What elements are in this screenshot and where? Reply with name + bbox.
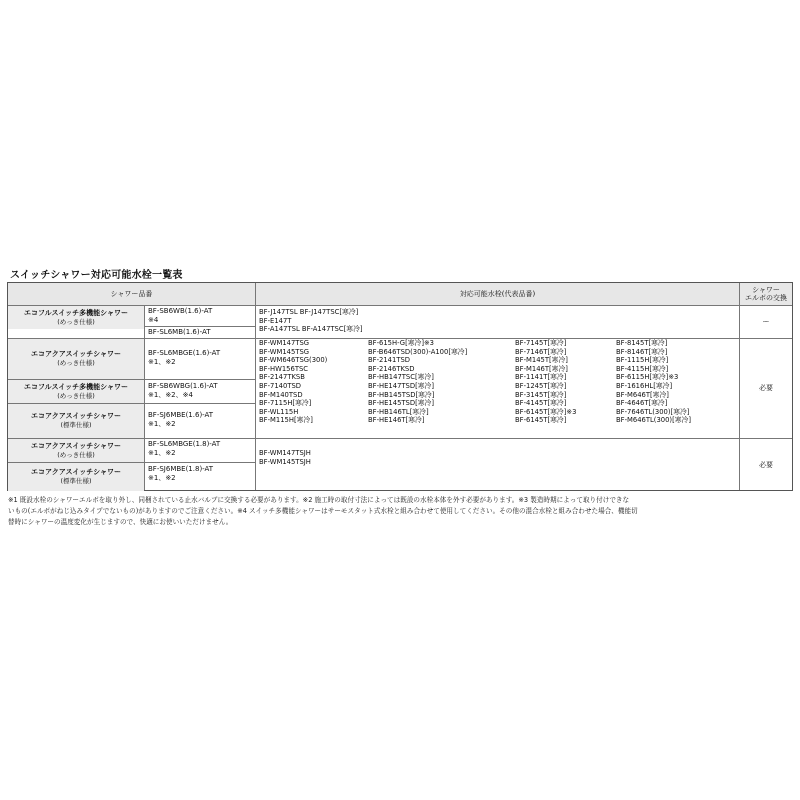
grid-line bbox=[739, 283, 740, 490]
elbow-cell-mid bbox=[740, 339, 792, 437]
product-note: ※4 bbox=[148, 316, 159, 324]
faucet-item: BF-HW156TSC bbox=[259, 364, 309, 373]
product-code: BF-SB6WBG(1.6)-AT bbox=[148, 382, 218, 390]
faucet-list-col2 bbox=[368, 339, 467, 425]
product-code: BF-SB6WB(1.6)-AT bbox=[148, 307, 213, 315]
elbow-value: ー bbox=[762, 318, 770, 326]
faucet-item: BF-M646TL(300)[寒冷] bbox=[616, 416, 691, 425]
group-sub: (めっき仕様) bbox=[57, 317, 95, 326]
faucet-item: BF-8146T[寒冷] bbox=[616, 347, 668, 356]
elbow-value: 必要 bbox=[759, 461, 773, 469]
faucet-item: BF-615H-G[寒冷]※3 bbox=[368, 339, 434, 347]
faucet-item: BF-M646T[寒冷] bbox=[616, 390, 669, 399]
faucet-item: BF-4115H[寒冷] bbox=[616, 364, 669, 373]
group-cell bbox=[8, 439, 144, 462]
faucet-item: BF-7140TSD bbox=[259, 381, 302, 390]
faucet-item: BF-2141TSD bbox=[368, 356, 411, 365]
product-cell bbox=[145, 382, 255, 400]
faucet-list-col3 bbox=[515, 339, 576, 425]
elbow-value: 必要 bbox=[759, 384, 773, 392]
faucet-item: BF-7646TL(300)[寒冷] bbox=[616, 407, 690, 416]
product-code: BF-SL6MBGE(1.6)-AT bbox=[148, 349, 221, 357]
group-cell bbox=[8, 463, 144, 491]
faucet-item: BF-M145T[寒冷] bbox=[515, 356, 568, 365]
faucet-item: BF-M146T[寒冷] bbox=[515, 364, 568, 373]
header-shower bbox=[8, 283, 255, 305]
faucet-item: BF-6145T[寒冷] bbox=[515, 416, 567, 425]
product-cell bbox=[145, 349, 255, 367]
faucet-item: BF-1616HL[寒冷] bbox=[616, 381, 673, 390]
faucet-item: BF-WM145TSG bbox=[259, 347, 310, 356]
faucet-item: BF-6115H[寒冷]※3 bbox=[616, 373, 679, 382]
faucet-item: BF-6145T[寒冷]※3 bbox=[515, 407, 577, 416]
product-code: BF-SJ6MBE(1.8)-AT bbox=[148, 465, 214, 473]
footnote-line: いもの(エルボがねじ込みタイプでないもの)がありますのでご注意ください。※4 スイッチ多機能シャワーはサーモスタット式水栓と組み合わせて使用してください。その他の混合水栓と組み合わせた場合、機能切 bbox=[8, 507, 638, 515]
faucet-item: BF-E147T bbox=[259, 316, 292, 325]
faucet-item: BF-WM147TSG bbox=[259, 339, 310, 347]
product-cell bbox=[145, 465, 255, 483]
footnote-line: 替時にシャワーの温度変化が生じますので、快適にお使いいただけません。 bbox=[8, 518, 233, 526]
faucet-item: BF-WL115H bbox=[259, 407, 299, 416]
faucet-item: BF-7145T[寒冷] bbox=[515, 339, 567, 347]
faucet-item: BF-HB147TSC[寒冷] bbox=[368, 373, 434, 382]
elbow-cell-top bbox=[740, 306, 792, 338]
grid-line bbox=[8, 379, 256, 380]
faucet-item: BF-2146TKSD bbox=[368, 364, 415, 373]
faucet-item: BF-WM646TSG(300) bbox=[259, 356, 328, 365]
header-shower-label: シャワー品番 bbox=[110, 290, 153, 298]
product-note: ※1、※2 bbox=[148, 420, 176, 428]
page-title: スイッチシャワー対応可能水栓一覧表 bbox=[10, 270, 183, 281]
grid-line bbox=[8, 462, 256, 463]
product-cell bbox=[145, 307, 255, 325]
faucet-item: BF-7146T[寒冷] bbox=[515, 347, 567, 356]
product-code: BF-SL6MBGE(1.8)-AT bbox=[148, 440, 221, 448]
product-note: ※1、※2 bbox=[148, 449, 176, 457]
header-elbow-label-2: エルボの交換 bbox=[745, 294, 787, 302]
faucet-list-bottom bbox=[259, 449, 311, 466]
group-cell bbox=[8, 404, 144, 438]
grid-line bbox=[8, 403, 256, 404]
group-cell bbox=[8, 380, 144, 403]
faucet-item: BF-WM145TSJH bbox=[259, 457, 311, 466]
product-code: BF-SL6MB(1.6)-AT bbox=[148, 328, 211, 336]
header-faucet bbox=[256, 283, 739, 305]
group-cell bbox=[8, 306, 144, 329]
faucet-item: BF-J147TSL BF-J147TSC[寒冷] bbox=[259, 308, 359, 316]
group-sub: (めっき仕様) bbox=[57, 450, 95, 459]
faucet-item: BF-4646T[寒冷] bbox=[616, 399, 668, 408]
group-name: エコアクアスイッチシャワー bbox=[31, 441, 121, 450]
group-sub: (標準仕様) bbox=[60, 421, 92, 429]
faucet-item: BF-3145T[寒冷] bbox=[515, 390, 567, 399]
faucet-item: BF-WM147TSJH bbox=[259, 449, 311, 457]
faucet-item: BF-1141T[寒冷] bbox=[515, 373, 567, 382]
faucet-list-top bbox=[259, 308, 363, 334]
group-name: エコアクアスイッチシャワー bbox=[31, 468, 121, 476]
faucet-item: BF-8145T[寒冷] bbox=[616, 339, 668, 347]
faucet-item: BF-7115H[寒冷] bbox=[259, 399, 312, 408]
faucet-item: BF-4145T[寒冷] bbox=[515, 399, 567, 408]
group-sub: (標準仕様) bbox=[60, 477, 92, 485]
faucet-item: BF-1115H[寒冷] bbox=[616, 356, 669, 365]
product-note: ※1、※2 bbox=[148, 474, 176, 482]
group-name: エコフルスイッチ多機能シャワー bbox=[23, 382, 129, 391]
header-elbow-label-1: シャワー bbox=[752, 286, 780, 294]
grid-line bbox=[8, 338, 792, 339]
group-cell bbox=[8, 339, 144, 379]
group-name: エコアクアスイッチシャワー bbox=[31, 350, 121, 358]
faucet-item: BF-HE147TSD[寒冷] bbox=[368, 381, 435, 390]
faucet-item: BF-1245T[寒冷] bbox=[515, 381, 567, 390]
faucet-item: BF-HE146T[寒冷] bbox=[368, 416, 425, 425]
compatibility-table bbox=[7, 282, 793, 491]
grid-line bbox=[8, 438, 792, 439]
product-note: ※1、※2、※4 bbox=[148, 391, 193, 399]
faucet-list-col1 bbox=[259, 339, 327, 425]
faucet-item: BF-A147TSL BF-A147TSC[寒冷] bbox=[259, 325, 363, 334]
header-elbow bbox=[740, 283, 792, 305]
grid-line bbox=[144, 305, 145, 490]
group-sub: (めっき仕様) bbox=[57, 359, 95, 367]
product-code: BF-SJ6MBE(1.6)-AT bbox=[148, 411, 214, 419]
faucet-item: BF-B646TSD(300)-A100[寒冷] bbox=[368, 347, 468, 356]
footnote-line: ※1 既設水栓のシャワーエルボを取り外し、同梱されている止水バルブに交換する必要があります。※2 施工時の取付寸法によっては既設の水栓本体を外す必要があります。※3 製造時期によって取り付けできな bbox=[8, 496, 630, 504]
faucet-item: BF-2147TKSB bbox=[259, 373, 305, 382]
elbow-cell-bottom bbox=[740, 439, 792, 491]
grid-line bbox=[144, 326, 256, 327]
faucet-item: BF-M115H[寒冷] bbox=[259, 416, 313, 425]
group-name: エコアクアスイッチシャワー bbox=[31, 412, 121, 420]
product-cell bbox=[145, 328, 255, 337]
product-cell bbox=[145, 411, 255, 429]
product-note: ※1、※2 bbox=[148, 358, 176, 366]
group-name: エコフルスイッチ多機能シャワー bbox=[23, 308, 129, 317]
header-faucet-label: 対応可能水栓(代表品番) bbox=[459, 290, 536, 298]
grid-line bbox=[255, 283, 256, 490]
faucet-list-col4 bbox=[616, 339, 691, 425]
footnotes bbox=[8, 495, 792, 528]
faucet-item: BF-M140TSD bbox=[259, 390, 303, 399]
group-sub: (めっき仕様) bbox=[57, 391, 95, 400]
faucet-item: BF-HB145TSD[寒冷] bbox=[368, 390, 435, 399]
faucet-item: BF-HB146TL[寒冷] bbox=[368, 407, 429, 416]
product-cell bbox=[145, 440, 255, 458]
grid-line bbox=[8, 305, 792, 306]
faucet-item: BF-HE145TSD[寒冷] bbox=[368, 399, 435, 408]
